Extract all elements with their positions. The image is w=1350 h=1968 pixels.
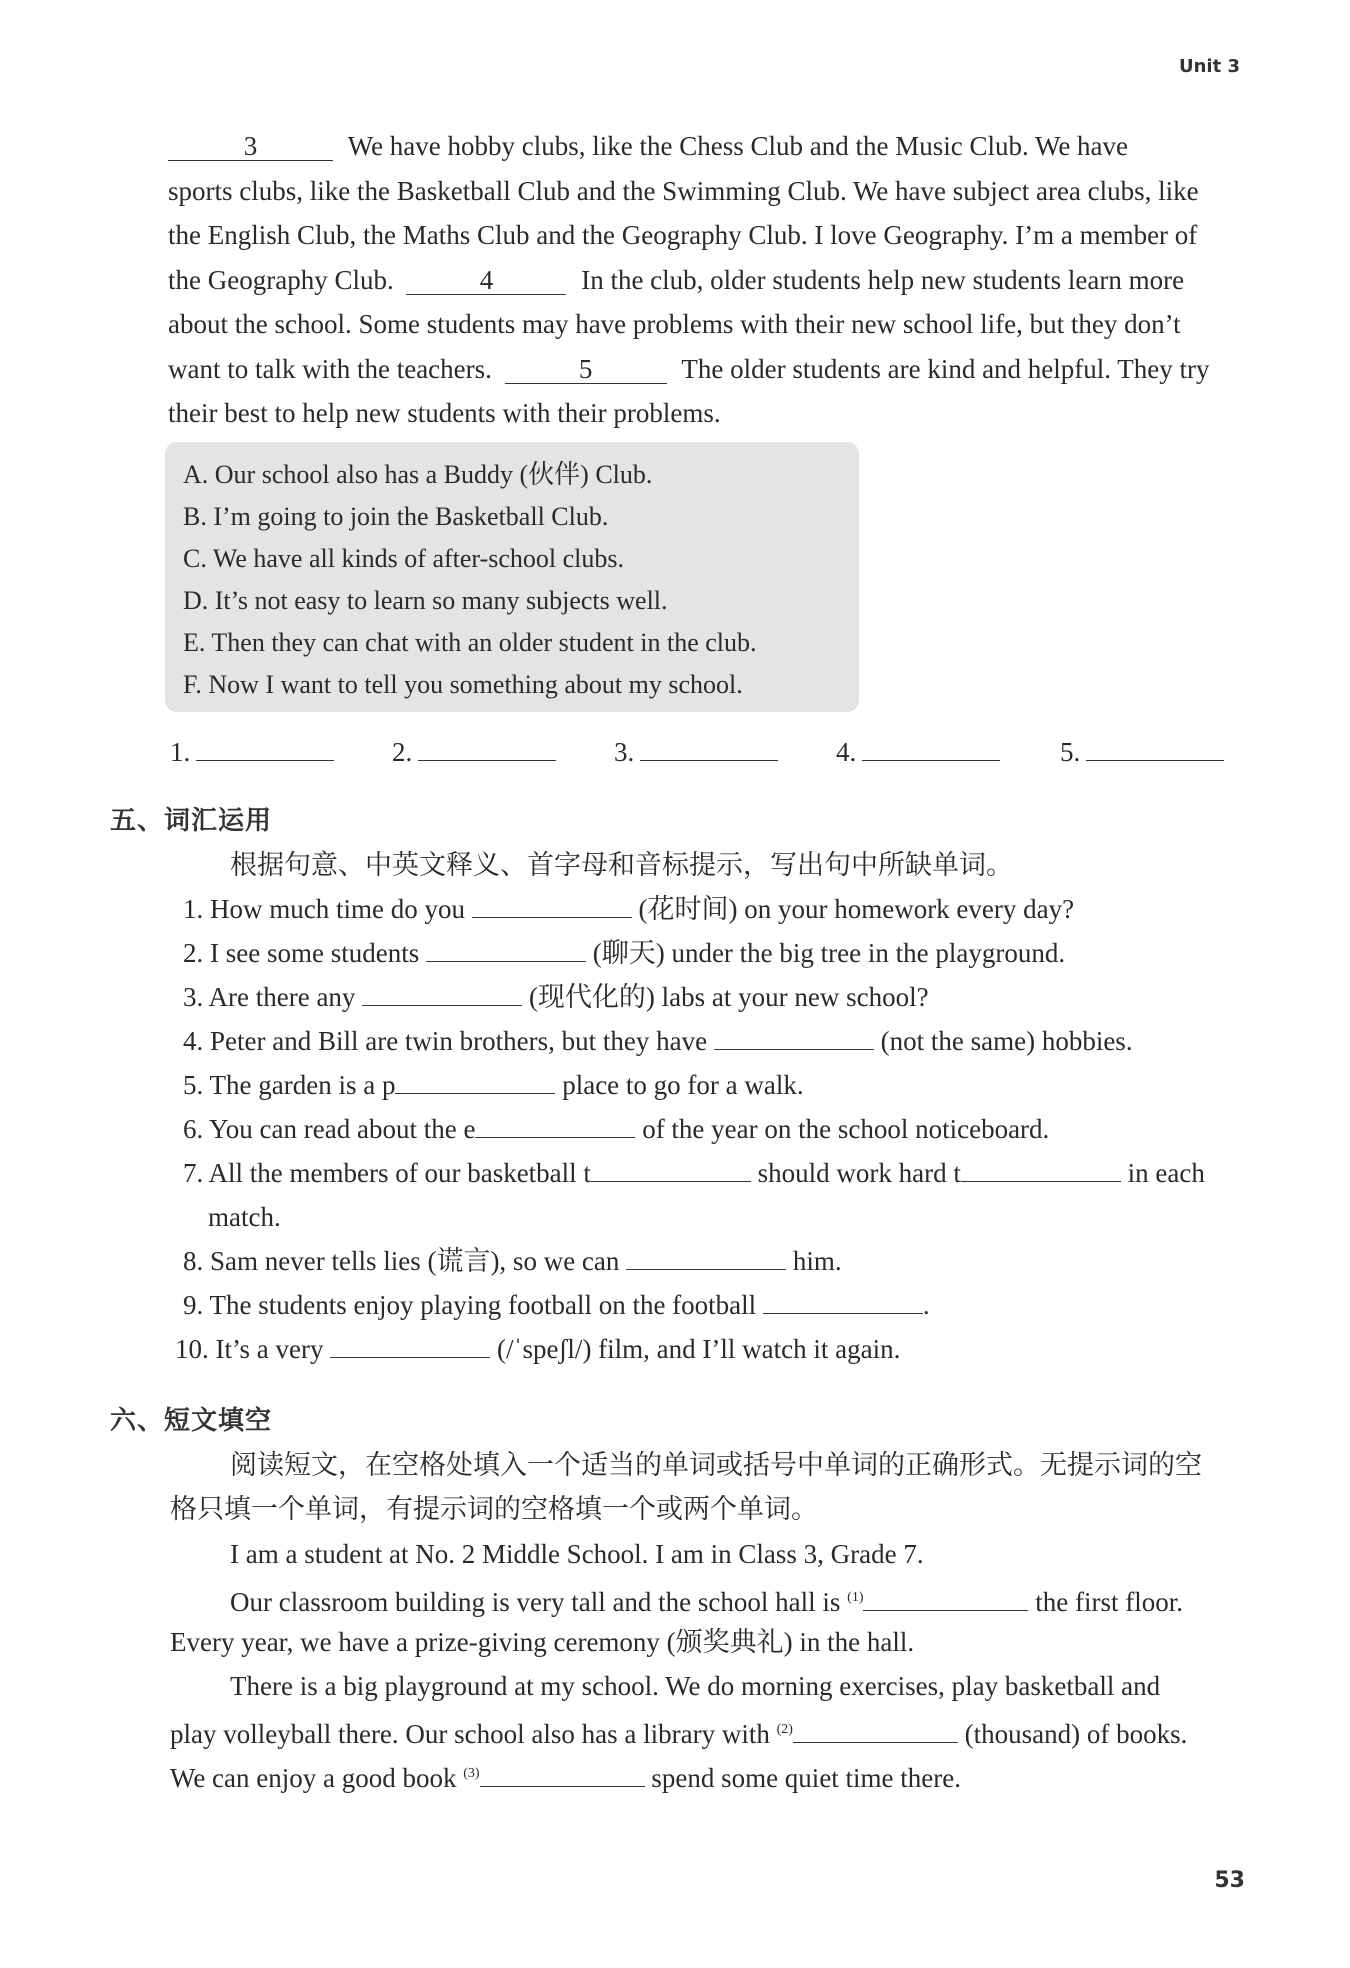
answer-3: 3. [614, 730, 778, 774]
vocab-blank-2[interactable] [426, 961, 586, 962]
vocab-blank-8[interactable] [626, 1269, 786, 1270]
answer-blank-5[interactable] [1086, 760, 1224, 761]
option-a: A. Our school also has a Buddy (伙伴) Club. [183, 460, 653, 489]
vocab-item-4: 4. Peter and Bill are twin brothers, but they have (not the same) hobbies. [183, 1026, 1133, 1056]
passage-line-2: sports clubs, like the Basketball Club and the Swimming Club. We have subject area clubs, like [168, 176, 1199, 206]
cloze-marker-1: (1) [847, 1590, 864, 1605]
vocab-blank-9[interactable] [763, 1313, 923, 1314]
section6-title: 六、短文填空 [110, 1406, 273, 1436]
cloze-paragraph-3-line-2: play volleyball there. Our school also has a library with $^{(2)}$ (thousand) of books. [170, 1719, 1188, 1749]
unit-label: Unit 3 [1179, 56, 1240, 77]
passage-line-6: want to talk with the teachers. 5 The older students are kind and helpful. They try [168, 354, 1210, 384]
vocab-blank-1[interactable] [472, 917, 632, 918]
vocab-item-1: 1. How much time do you (花时间) on your homework every day? [183, 894, 1075, 924]
vocab-blank-7a[interactable] [591, 1181, 751, 1182]
answer-blank-2[interactable] [418, 760, 556, 761]
cloze-blank-2[interactable] [793, 1742, 958, 1743]
passage-line-5: about the school. Some students may have problems with their new school life, but they don’t [168, 309, 1181, 339]
vocab-item-2: 2. I see some students (聊天) under the big tree in the playground. [183, 938, 1066, 968]
cloze-marker-2: (2) [776, 1722, 793, 1737]
answer-1: 1. [170, 730, 334, 774]
vocab-item-7: 7. All the members of our basketball t should work hard t in each [183, 1158, 1205, 1188]
answer-4: 4. [836, 730, 1000, 774]
answer-5: 5. [1060, 730, 1224, 774]
vocab-blank-6[interactable] [475, 1137, 635, 1138]
cloze-blank-1[interactable] [863, 1610, 1028, 1611]
section5-title: 五、词汇运用 [110, 806, 273, 836]
cloze-paragraph-3-line-1: There is a big playground at my school. We do morning exercises, play basketball and [230, 1671, 1161, 1701]
vocab-blank-7b[interactable] [961, 1181, 1121, 1182]
section6-instruction-1: 阅读短文，在空格处填入一个适当的单词或括号中单词的正确形式。无提示词的空 [230, 1450, 1202, 1480]
cloze-paragraph-2-line-1: Our classroom building is very tall and the school hall is $^{(1)}$ the first floor. [230, 1587, 1183, 1617]
vocab-blank-10[interactable] [330, 1357, 490, 1358]
passage-blank-3[interactable]: 3 [168, 132, 333, 161]
vocab-item-9: 9. The students enjoy playing football on the football . [183, 1290, 930, 1320]
vocab-blank-3[interactable] [362, 1005, 522, 1006]
answer-blank-3[interactable] [640, 760, 778, 761]
answer-blank-1[interactable] [196, 760, 334, 761]
page-number: 53 [1214, 1868, 1245, 1893]
passage-line-3: the English Club, the Maths Club and the Geography Club. I love Geography. I’m a member of [168, 220, 1198, 250]
answer-blank-4[interactable] [862, 760, 1000, 761]
option-d: D. It’s not easy to learn so many subjects well. [183, 586, 668, 615]
section6-instruction-2: 格只填一个单词，有提示词的空格填一个或两个单词。 [170, 1494, 818, 1524]
vocab-item-10: 10. It’s a very (/ˈspeʃl/) film, and I’ll watch it again. [175, 1334, 901, 1364]
cloze-paragraph-2-line-2: Every year, we have a prize-giving ceremony (颁奖典礼) in the hall. [170, 1627, 915, 1657]
passage-line-7: their best to help new students with their problems. [168, 398, 721, 428]
option-c: C. We have all kinds of after-school clubs. [183, 544, 624, 573]
cloze-marker-3: (3) [463, 1766, 480, 1781]
vocab-item-7-cont: match. [208, 1202, 281, 1232]
passage-line-4: the Geography Club. 4 In the club, older students help new students learn more [168, 265, 1185, 295]
option-f: F. Now I want to tell you something about my school. [183, 670, 743, 699]
passage-blank-5[interactable]: 5 [505, 355, 667, 384]
option-e: E. Then they can chat with an older student in the club. [183, 628, 757, 657]
vocab-item-8: 8. Sam never tells lies (谎言), so we can him. [183, 1246, 842, 1276]
answer-2: 2. [392, 730, 556, 774]
cloze-paragraph-3-line-3: We can enjoy a good book $^{(3)}$ spend some quiet time there. [170, 1763, 961, 1793]
passage-line-1: 3 We have hobby clubs, like the Chess Club and the Music Club. We have [168, 124, 1128, 168]
cloze-blank-3[interactable] [480, 1786, 645, 1787]
vocab-item-5: 5. The garden is a p place to go for a walk. [183, 1070, 804, 1100]
vocab-item-6: 6. You can read about the e of the year on the school noticeboard. [183, 1114, 1050, 1144]
cloze-paragraph-1: I am a student at No. 2 Middle School. I am in Class 3, Grade 7. [230, 1539, 924, 1569]
vocab-blank-4[interactable] [714, 1049, 874, 1050]
vocab-blank-5[interactable] [395, 1093, 555, 1094]
vocab-item-3: 3. Are there any (现代化的) labs at your new school? [183, 982, 929, 1012]
passage-blank-4[interactable]: 4 [406, 266, 566, 295]
option-b: B. I’m going to join the Basketball Club. [183, 502, 609, 531]
section5-instruction: 根据句意、中英文释义、首字母和音标提示，写出句中所缺单词。 [230, 850, 1013, 880]
